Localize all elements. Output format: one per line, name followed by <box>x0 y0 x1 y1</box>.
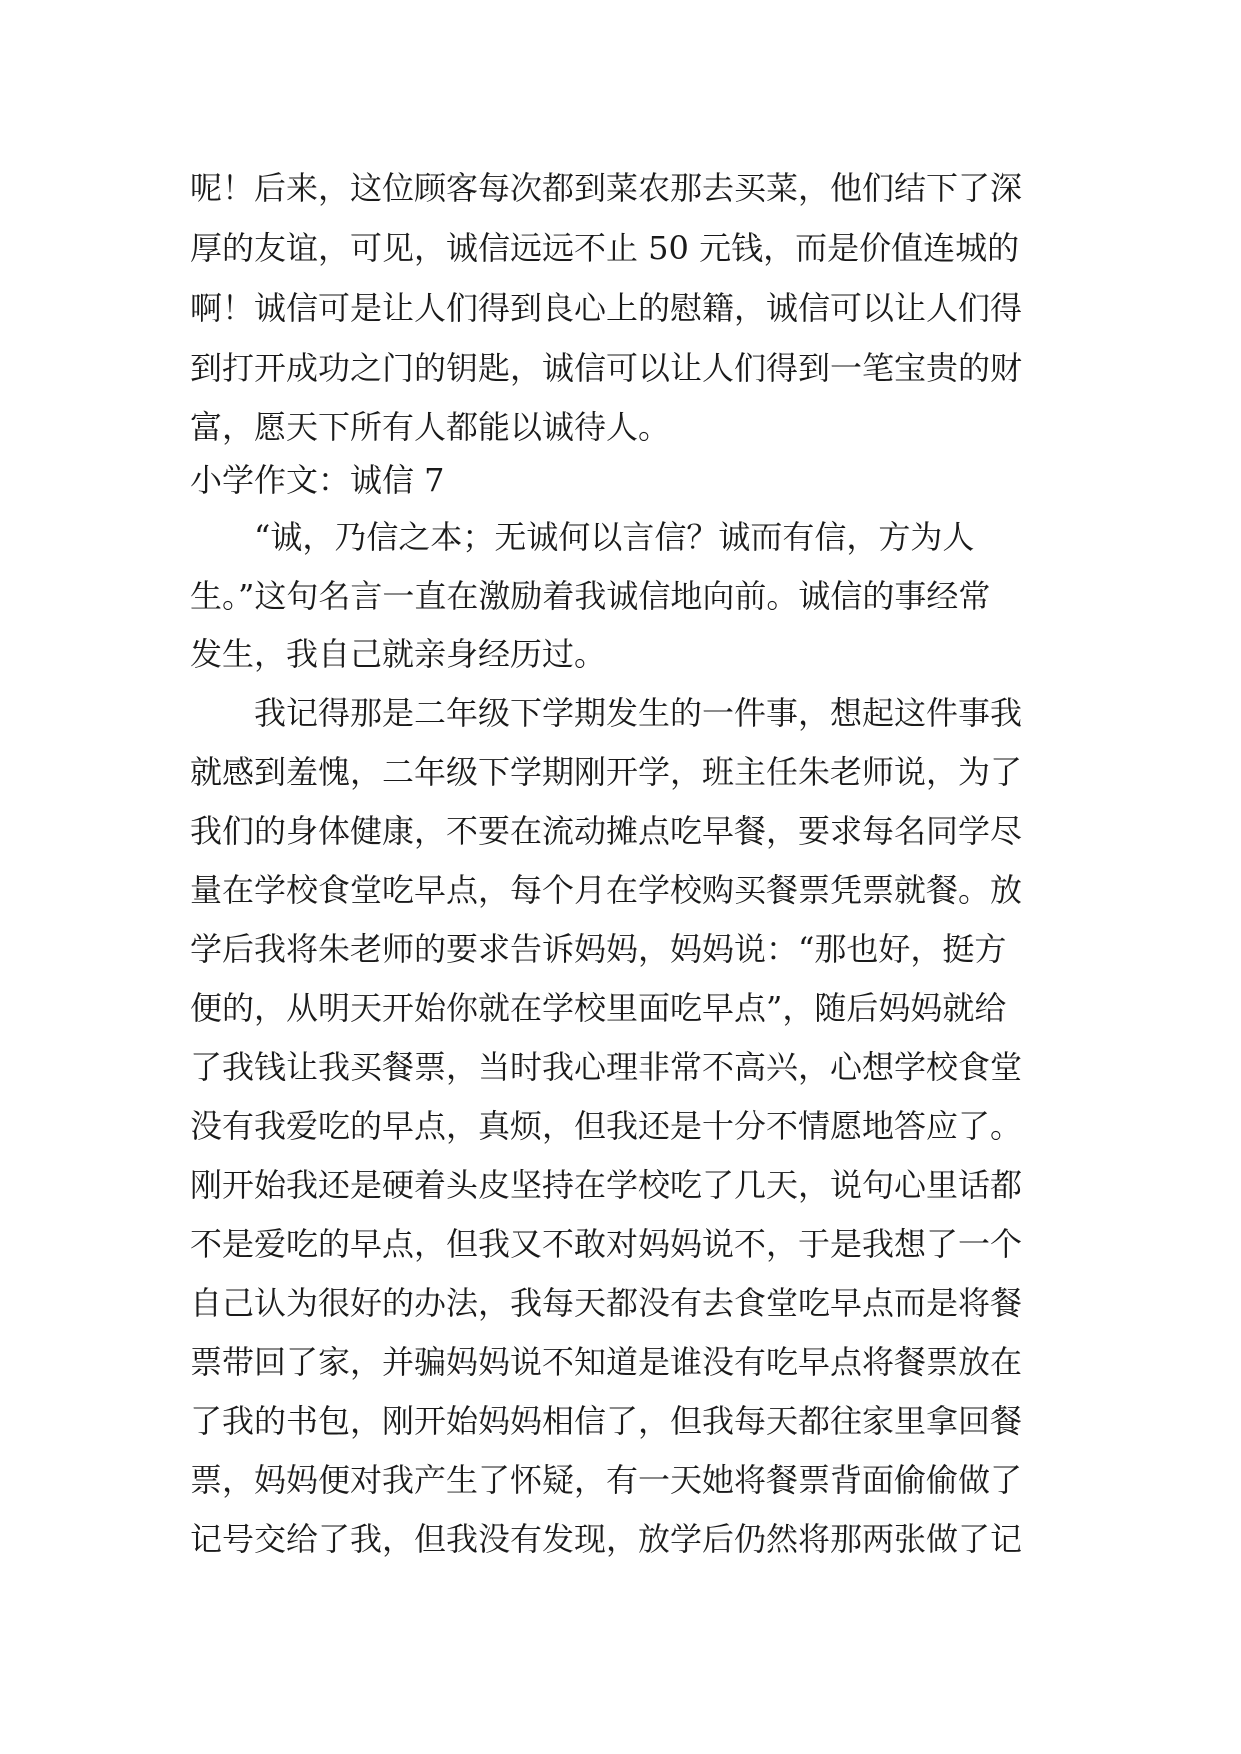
text-line: 刚开始我还是硬着头皮坚持在学校吃了几天，说句心里话都 <box>190 1166 1023 1204</box>
text-line: 到打开成功之门的钥匙，诚信可以让人们得到一笔宝贵的财 <box>190 349 1023 387</box>
text-line: 生。”这句名言一直在激励着我诚信地向前。诚信的事经常 <box>190 577 991 615</box>
text-line: “诚，乃信之本；无诚何以言信？诚而有信，方为人 <box>190 518 975 556</box>
text-line: 就感到羞愧，二年级下学期刚开学，班主任朱老师说，为了 <box>190 753 1023 791</box>
text-line: 呢！后来，这位顾客每次都到菜农那去买菜，他们结下了深 <box>190 169 1023 207</box>
text-line: 票，妈妈便对我产生了怀疑，有一天她将餐票背面偷偷做了 <box>190 1461 1023 1499</box>
text-line: 厚的友谊，可见，诚信远远不止 50 元钱，而是价值连城的 <box>190 229 1020 267</box>
text-line: 了我的书包，刚开始妈妈相信了，但我每天都往家里拿回餐 <box>190 1402 1023 1440</box>
text-line: 啊！诚信可是让人们得到良心上的慰籍，诚信可以让人们得 <box>190 289 1023 327</box>
text-line: 了我钱让我买餐票，当时我心理非常不高兴，心想学校食堂 <box>190 1048 1023 1086</box>
text-line: 发生，我自己就亲身经历过。 <box>190 635 607 673</box>
section-heading: 小学作文：诚信 7 <box>190 461 445 499</box>
text-line: 富，愿天下所有人都能以诚待人。 <box>190 408 671 446</box>
text-line: 不是爱吃的早点，但我又不敢对妈妈说不，于是我想了一个 <box>190 1225 1023 1263</box>
text-line: 我们的身体健康，不要在流动摊点吃早餐，要求每名同学尽 <box>190 812 1023 850</box>
text-line: 学后我将朱老师的要求告诉妈妈，妈妈说：“那也好，挺方 <box>190 930 1007 968</box>
text-line: 自己认为很好的办法，我每天都没有去食堂吃早点而是将餐 <box>190 1284 1023 1322</box>
text-line: 票带回了家，并骗妈妈说不知道是谁没有吃早点将餐票放在 <box>190 1343 1023 1381</box>
text-line: 没有我爱吃的早点，真烦，但我还是十分不情愿地答应了。 <box>190 1107 1023 1145</box>
text-line: 记号交给了我，但我没有发现，放学后仍然将那两张做了记 <box>190 1520 1023 1558</box>
text-line: 我记得那是二年级下学期发生的一件事，想起这件事我 <box>190 694 1023 732</box>
text-line: 量在学校食堂吃早点，每个月在学校购买餐票凭票就餐。放 <box>190 871 1023 909</box>
text-line: 便的，从明天开始你就在学校里面吃早点”，随后妈妈就给 <box>190 989 1007 1027</box>
